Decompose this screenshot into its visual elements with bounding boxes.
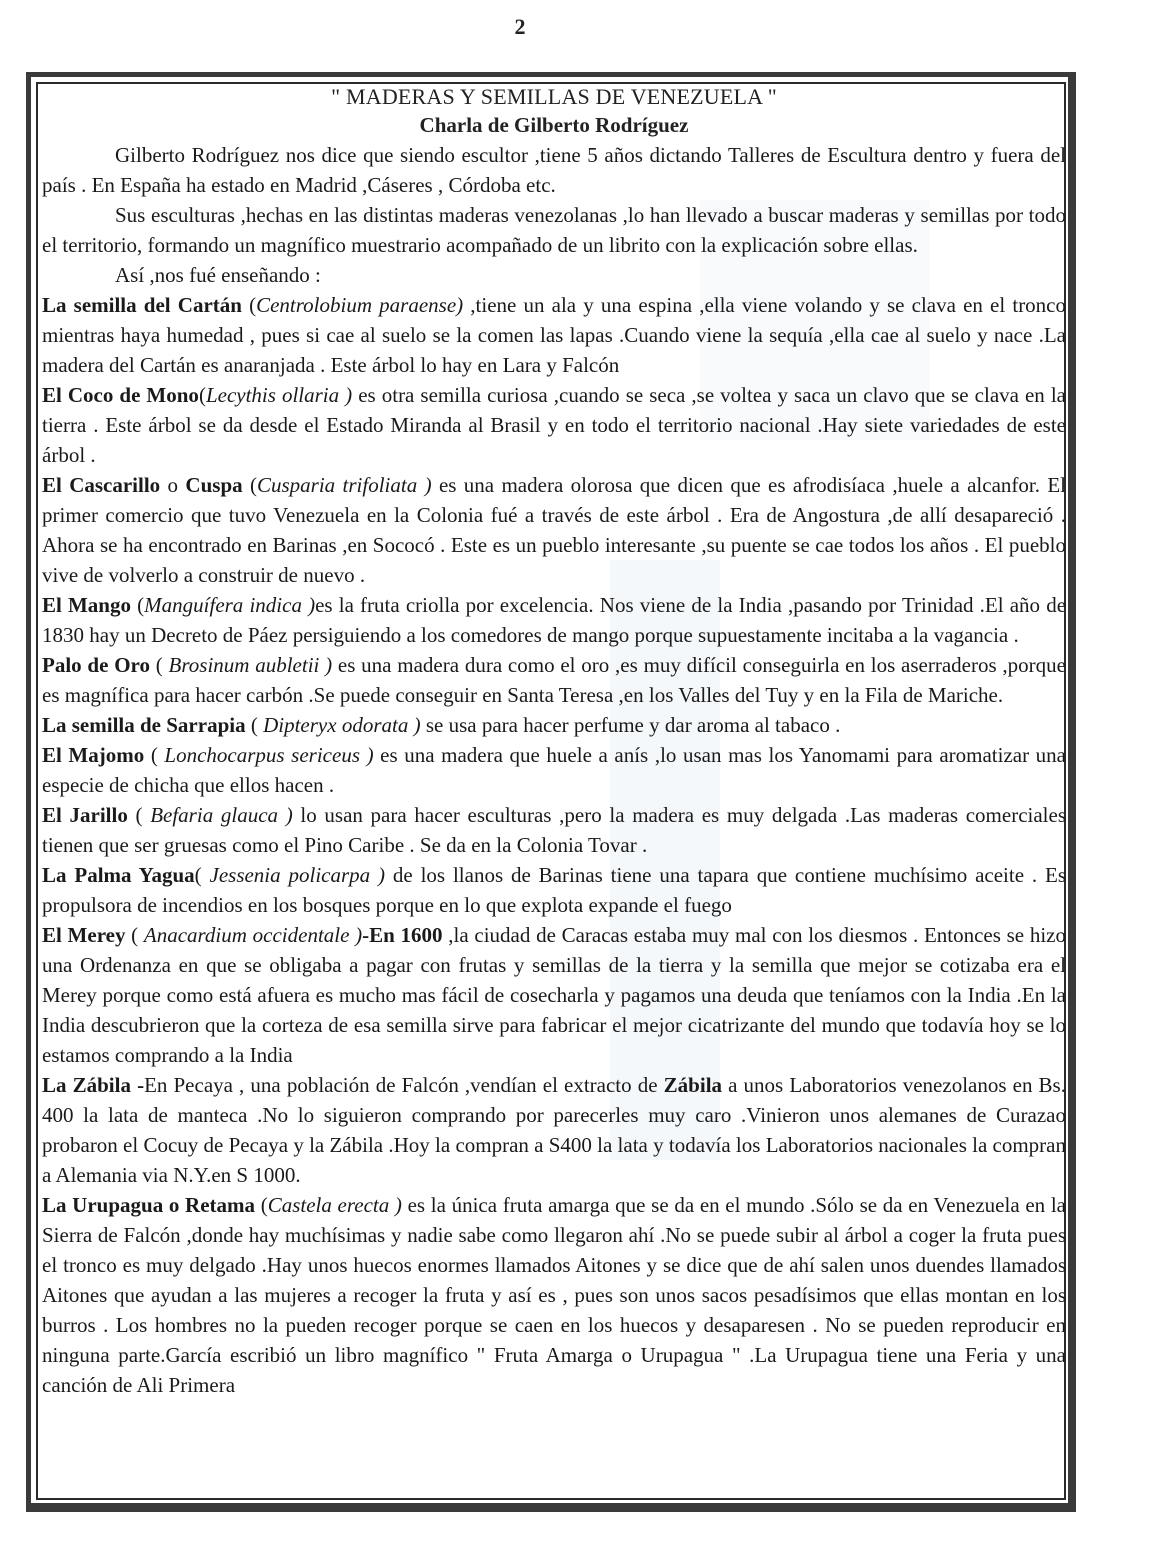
entry-name: La semilla del Cartán: [42, 293, 242, 317]
entry-name: La Palma Yagua: [42, 863, 195, 887]
article-subtitle: Charla de Gilberto Rodríguez: [419, 113, 689, 137]
intro-paragraph: Así ,nos fué enseñando :: [115, 263, 321, 287]
scientific-name: Manguífera indica ): [144, 593, 316, 617]
entry-name: El Mango: [42, 593, 131, 617]
page-number: 2: [514, 14, 526, 39]
article-body: [42, 84, 1066, 1400]
entry-name: El Jarillo: [42, 803, 128, 827]
entry-sarrapia: La semilla de Sarrapia ( Dipteryx odorata ) se usa para hacer perfume y dar aroma al tabaco .: [42, 713, 841, 737]
entry-urupagua: La Urupagua o Retama (Castela erecta ) es la única fruta amarga que se da en el mundo .Sólo se da en Venezuela en la Sierra de Falcón ,donde hay muchísimas y nadie sabe como llegaron ahí .No se puede subir al árbol a coger la fruta pues el tronco es muy delgado .Hay unos huecos enormes llamados Aitones y se dice que de ahí salen unos duendes llamados Aitones que ayudan a las mujeres a recoger la fruta y así es , pues son unos sacos pesadísimos que ellas montan en los burros . Los hombres no la pueden recoger porque se caen en los huecos y desaparesen . No se pueden reproducir en ninguna parte.García escribió un libro magnífico " Fruta Amarga o Urupagua " .La Urupagua tiene una Feria y una canción de Ali Primera: [42, 1193, 1066, 1397]
scientific-name: Jessenia policarpa ): [209, 863, 386, 887]
scientific-name: Dipteryx odorata ): [263, 713, 421, 737]
scientific-name: Castela erecta ): [267, 1193, 402, 1217]
entry-name: El Cascarillo: [42, 473, 161, 497]
scientific-name: Cusparia trifoliata ): [256, 473, 432, 497]
scientific-name: Centrolobium paraense): [256, 293, 464, 317]
entry-name: La Zábila -: [42, 1073, 145, 1097]
entry-mango: El Mango (Manguífera indica )es la fruta criolla por excelencia. Nos viene de la India ,pasando por Trinidad .El año de 1830 hay un Decreto de Páez persiguiendo a los comedores de mango porque supuestamente incitaba a la vagancia .: [42, 593, 1067, 647]
entry-name: Palo de Oro: [42, 653, 150, 677]
article-title: " MADERAS Y SEMILLAS DE VENEZUELA ": [331, 84, 777, 109]
entry-palma-yagua: La Palma Yagua( Jessenia policarpa ) de los llanos de Barinas tiene una tapara que contiene muchísimo aceite . Es propulsora de incendios en los bosques porque en lo que explota expande el fuego: [42, 863, 1066, 917]
entry-name: El Merey: [42, 923, 126, 947]
entry-name: La semilla de Sarrapia: [42, 713, 246, 737]
intro-paragraph: Gilberto Rodríguez nos dice que siendo escultor ,tiene 5 años dictando Talleres de Escultura dentro y fuera del país . En España ha estado en Madrid ,Cáseres , Córdoba etc.: [42, 143, 1066, 197]
scientific-name: Befaria glauca ): [150, 803, 293, 827]
entry-name-inline: Zábila: [663, 1073, 723, 1097]
entry-coco-de-mono: El Coco de Mono(Lecythis ollaria ) es otra semilla curiosa ,cuando se seca ,se voltea y saca un clavo que se clava en la tierra . Este árbol se da desde el Estado Miranda al Brasil y en todo el territorio nacional .Hay siete variedades de este árbol .: [42, 383, 1067, 467]
scientific-name: Brosinum aubletii ): [168, 653, 333, 677]
entry-zabila: La Zábila -En Pecaya , una población de Falcón ,vendían el extracto de Zábila a unos Laboratorios venezolanos en Bs. 400 la lata de manteca .No lo siguieron comprando por parecerles muy caro .Vinieron unos alemanes de Curazao probaron el Cocuy de Pecaya y la Zábila .Hoy la compran a S400 la lata y todavía los Laboratorios nacionales la compran a Alemania via N.Y.en S 1000.: [42, 1073, 1066, 1187]
intro-paragraph: Sus esculturas ,hechas en las distintas maderas venezolanas ,lo han llevado a buscar maderas y semillas por todo el territorio, formando un magnífico muestrario acompañado de un librito con la explicación sobre ellas.: [42, 203, 1066, 257]
entry-cartan: La semilla del Cartán (Centrolobium paraense) ,tiene un ala y una espina ,ella viene volando y se clava en el tronco mientras haya humedad , pues si cae al suelo se la comen las lapas .Cuando viene la sequía ,ella cae al suelo y nace .La madera del Cartán es anaranjada . Este árbol lo hay en Lara y Falcón: [42, 293, 1067, 377]
scientific-name: Anacardium occidentale ): [143, 923, 363, 947]
entry-name: La Urupagua o Retama: [42, 1193, 256, 1217]
entry-merey: El Merey ( Anacardium occidentale )-En 1600 ,la ciudad de Caracas estaba muy mal con los diesmos . Entonces se hizo una Ordenanza en que se obligaba a pagar con frutas y semillas de la tierra y la semilla que mejor se cotizaba era el Merey porque como está afuera es mucho mas fácil de cosecharla y pagamos una deuda que teníamos con la India .En la India descubrieron que la corteza de esa semilla sirve para fabricar el mejor cicatrizante del mundo que todavía hoy se lo estamos comprando a la India: [42, 923, 1066, 1067]
entry-name-alt: Cuspa: [185, 473, 243, 497]
scientific-name: Lonchocarpus sericeus ): [164, 743, 374, 767]
entry-date: -En 1600: [362, 923, 443, 947]
entry-name: El Coco de Mono: [42, 383, 199, 407]
entry-cascarillo: El Cascarillo o Cuspa (Cusparia trifoliata ) es una madera olorosa que dicen que es afrodisíaca ,huele a alcanfor. El primer comercio que tuvo Venezuela en la Colonia fué a través de este árbol . Era de Angostura ,de allí desapareció . Ahora se ha encontrado en Barinas ,en Sococó . Este es un pueblo interesante ,su puente se cae todos los años . El pueblo vive de volverlo a construir de nuevo .: [42, 473, 1067, 587]
entry-name: El Majomo: [42, 743, 145, 767]
entry-palo-de-oro: Palo de Oro ( Brosinum aubletii ) es una madera dura como el oro ,es muy difícil conseguirla en los aserraderos ,porque es magnífica para hacer carbón .Se puede conseguir en Santa Teresa ,en los Valles del Tuy y en la Fila de Mariche.: [42, 653, 1066, 707]
scientific-name: Lecythis ollaria ): [205, 383, 353, 407]
entry-jarillo: El Jarillo ( Befaria glauca ) lo usan para hacer esculturas ,pero la madera es muy delgada .Las maderas comerciales tienen que ser gruesas como el Pino Caribe . Se da en la Colonia Tovar .: [42, 803, 1067, 857]
entry-majomo: El Majomo ( Lonchocarpus sericeus ) es una madera que huele a anís ,lo usan mas los Yanomami para aromatizar una especie de chicha que ellos hacen .: [42, 743, 1066, 797]
